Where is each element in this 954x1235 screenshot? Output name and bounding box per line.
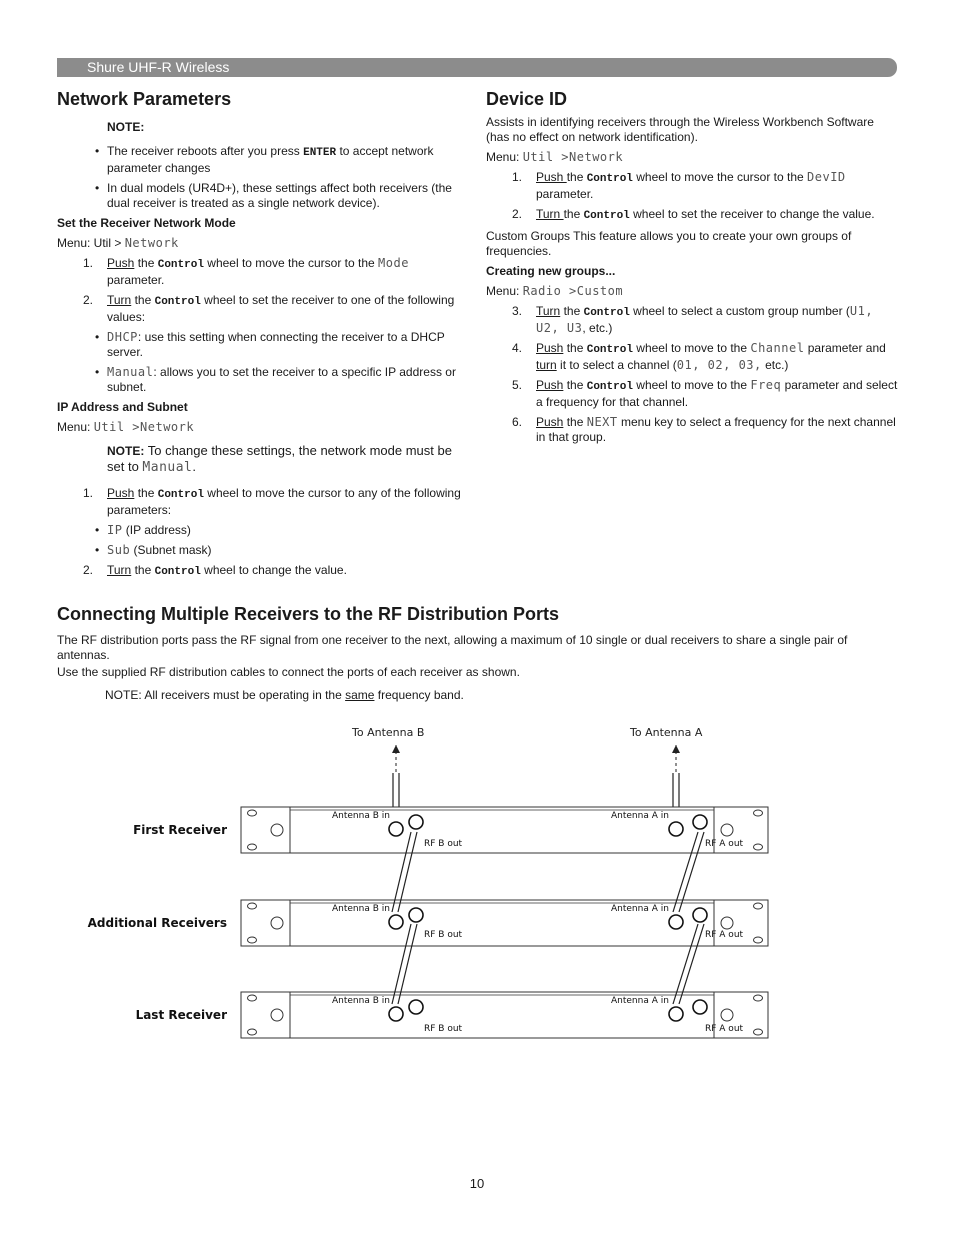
to-antenna-a-label: To Antenna A: [630, 726, 703, 739]
menu-label: Menu: Util >: [57, 236, 125, 250]
step-the: the: [134, 486, 158, 500]
menu-path-4: [486, 284, 898, 299]
control-wheel-label: Control: [586, 381, 633, 393]
step-3: [83, 486, 467, 518]
manual-bullet: [107, 365, 467, 395]
note-b2-text: In dual models (UR4D+), these settings affect: [107, 181, 353, 195]
rf-b-out-connector: [409, 815, 423, 829]
step-text: wheel to move the cursor to any of the following parameters:: [107, 486, 461, 517]
rf-a-out-connector: [693, 1000, 707, 1014]
ip-text: (IP address): [122, 523, 191, 537]
page-number: 10: [469, 1176, 485, 1191]
antenna-b-in-label: Antenna B in: [332, 904, 390, 914]
menu-value: Radio >Custom: [522, 284, 624, 298]
antenna-b-in-connector: [389, 915, 403, 929]
rf-b-out-label: RF B out: [424, 839, 463, 849]
note-2: [107, 443, 467, 476]
step-text: wheel to select a custom group number (: [629, 304, 850, 318]
step-end: etc.): [761, 358, 789, 372]
menu-label: Menu:: [486, 284, 523, 298]
step-the: the: [131, 563, 155, 577]
step-1: [83, 256, 467, 288]
device-id-section: [486, 88, 898, 450]
step-text-2: it to select a channel (: [556, 358, 677, 372]
control-wheel-label: Control: [586, 173, 633, 185]
step-verb: Push: [107, 486, 135, 500]
antenna-a-in-label: Antenna A in: [611, 996, 669, 1006]
step-the: the: [131, 293, 155, 307]
step-number: 1.: [83, 256, 94, 270]
rf-note-end: frequency band.: [374, 688, 464, 702]
antenna-a-in-connector: [669, 822, 683, 836]
step-number: 2.: [512, 207, 523, 221]
menu-path-1: [57, 236, 467, 251]
note-b2-end: receivers (the dual receiver is treated as a single network device).: [107, 181, 452, 210]
step-text: wheel to set the receiver to one of the following values:: [107, 293, 455, 324]
note-2-value: Manual: [142, 460, 193, 475]
note-b2-emphasis: both: [352, 181, 376, 195]
control-wheel-label: Control: [157, 489, 204, 501]
control-wheel-label: Control: [583, 210, 630, 222]
note-2-text: To change these settings, the network mode must be set to: [107, 443, 452, 474]
step-text: wheel to move the cursor to the: [632, 170, 808, 184]
note-label: NOTE:: [107, 120, 145, 134]
dhcp-text: : use this setting when connecting the receiver to a DHCP server.: [107, 330, 445, 359]
step-mid: parameter and: [804, 341, 886, 355]
group-step-5: [512, 378, 898, 410]
step-the: the: [563, 341, 587, 355]
step-number: 1.: [512, 170, 523, 184]
menu-label: Menu:: [57, 420, 94, 434]
step-number: 2.: [83, 293, 94, 307]
step-the: the: [563, 415, 587, 429]
step-number: 5.: [512, 378, 523, 392]
step-number: 4.: [512, 341, 523, 355]
step-number: 1.: [83, 486, 94, 500]
step-end: , etc.): [582, 321, 613, 335]
antenna-b-in-connector: [389, 822, 403, 836]
step-verb: Turn: [107, 293, 132, 307]
step-turn: turn: [536, 358, 557, 372]
rf-a-out-connector: [693, 908, 707, 922]
antenna-b-in-label: Antenna B in: [332, 996, 390, 1006]
rf-b-out-label: RF B out: [424, 930, 463, 940]
step-verb: Push: [536, 170, 567, 184]
antenna-a-in-connector: [669, 915, 683, 929]
device-step-2: [512, 207, 898, 224]
sub-key: Sub: [107, 543, 131, 557]
control-wheel-label: Control: [154, 296, 201, 308]
sub-text: (Subnet mask): [130, 543, 212, 557]
menu-value: Util >Network: [93, 420, 195, 434]
receiver-unit: [241, 900, 768, 946]
set-mode-heading: Set the Receiver Network Mode: [57, 216, 236, 230]
dhcp-bullet: [107, 330, 467, 360]
step-verb: Push: [536, 415, 564, 429]
rf-b-out-label: RF B out: [424, 1024, 463, 1034]
ip-subnet-heading: IP Address and Subnet: [57, 400, 188, 414]
rf-b-out-connector: [409, 908, 423, 922]
step-the: the: [566, 170, 587, 184]
receiver-label: First Receiver: [133, 823, 227, 837]
step-the: the: [134, 256, 158, 270]
network-parameters-section: [57, 88, 467, 585]
step-number: 2.: [83, 563, 94, 577]
note-2-end: .: [192, 459, 197, 474]
rf-note-text: NOTE: All receivers must be operating in the: [105, 688, 346, 702]
step-number: 6.: [512, 415, 523, 429]
group-step-3: [512, 304, 898, 336]
step-number: 3.: [512, 304, 523, 318]
rf-a-out-connector: [693, 815, 707, 829]
rf-note-emphasis: same: [345, 688, 375, 702]
group-step-6: [512, 415, 898, 445]
step-verb: Turn: [536, 207, 564, 221]
note-b1-end: to accept network parameter changes: [107, 144, 434, 175]
step-verb: Push: [536, 378, 564, 392]
ip-bullet: [107, 523, 467, 538]
menu-path-2: [57, 420, 467, 435]
mode-param: Mode: [378, 256, 409, 270]
control-wheel-label: Control: [157, 259, 204, 271]
rf-distribution-title: Connecting Multiple Receivers to the RF Distribution Ports: [57, 604, 560, 624]
rack-ear-left: [241, 807, 291, 853]
antenna-a-in-label: Antenna A in: [611, 811, 669, 821]
enter-key: ENTER: [303, 147, 337, 159]
rf-para-1: The RF distribution ports pass the RF signal from one receiver to the next, allowing a maximum of 10 single or dual receivers to share a single pair of antennas.: [57, 633, 848, 662]
control-wheel-label: Control: [583, 307, 630, 319]
rf-note: [105, 688, 897, 703]
device-step-1: [512, 170, 898, 202]
step-2: [83, 293, 467, 325]
rf-distribution-section: [57, 603, 897, 703]
step-text: wheel to set the receiver to change the value.: [629, 207, 875, 221]
header-bar: [57, 58, 897, 77]
step-the: the: [560, 304, 584, 318]
device-id-title: Device ID: [486, 89, 568, 109]
step-end: parameter.: [536, 187, 594, 201]
note-bullet-2: [107, 181, 467, 211]
antenna-a-in-connector: [669, 1007, 683, 1021]
control-wheel-label: Control: [586, 344, 633, 356]
step-verb: Turn: [107, 563, 132, 577]
step-verb: Push: [536, 341, 564, 355]
control-wheel-label: Control: [154, 566, 201, 578]
to-antenna-b-label: To Antenna B: [352, 726, 425, 739]
network-parameters-title: Network Parameters: [57, 89, 232, 109]
step-the: the: [563, 207, 584, 221]
rf-a-out-label: RF A out: [705, 1024, 744, 1034]
rack-ear-left: [241, 992, 291, 1038]
manual-text: : allows you to set the receiver to a specific IP address or subnet.: [107, 365, 456, 394]
step-end: parameter and select a frequency for that channel.: [536, 378, 898, 409]
menu-label: Menu:: [486, 150, 523, 164]
step-text: wheel to move to the: [632, 378, 751, 392]
sub-bullet: [107, 543, 467, 558]
step-end: parameter.: [107, 273, 165, 287]
receiver-label: Last Receiver: [135, 1008, 227, 1022]
step-text: wheel to move the cursor to the: [203, 256, 379, 270]
devid-param: DevID: [807, 170, 846, 184]
rf-distribution-diagram: [0, 715, 954, 1055]
device-id-intro: Assists in identifying receivers through the Wireless Workbench Software (has no effect on network identification).: [486, 115, 874, 144]
rf-b-out-connector: [409, 1000, 423, 1014]
antenna-b-in-label: Antenna B in: [332, 811, 390, 821]
note-2-label: NOTE:: [107, 444, 145, 458]
rack-ear-left: [241, 900, 291, 946]
dhcp-key: DHCP: [107, 330, 138, 344]
menu-value: Network: [124, 236, 179, 250]
channel-param: Channel: [750, 341, 805, 355]
group-step-4: [512, 341, 898, 373]
step-verb: Turn: [536, 304, 561, 318]
antenna-a-in-label: Antenna A in: [611, 904, 669, 914]
step-the: the: [563, 378, 587, 392]
rf-a-out-label: RF A out: [705, 930, 744, 940]
custom-groups-text: Custom Groups This feature allows you to create your own groups of frequencies.: [486, 229, 852, 258]
menu-path-3: [486, 150, 898, 165]
ip-key: IP: [107, 523, 123, 537]
menu-value: Util >Network: [522, 150, 624, 164]
manual-key: Manual: [107, 365, 154, 379]
step-text: wheel to change the value.: [200, 563, 347, 577]
step-text: wheel to move to the: [632, 341, 751, 355]
antenna-b-in-connector: [389, 1007, 403, 1021]
channel-values: 01, 02, 03,: [676, 358, 762, 372]
receiver-label: Additional Receivers: [87, 916, 227, 930]
note-b1-text: The receiver reboots after you press: [107, 144, 304, 158]
step-4: [83, 563, 467, 580]
receiver-unit: [241, 807, 768, 853]
next-key: NEXT: [586, 415, 618, 429]
rf-a-out-label: RF A out: [705, 839, 744, 849]
group-values: U1, U2, U3: [536, 304, 874, 335]
step-verb: Push: [107, 256, 135, 270]
header-product-name: Shure UHF-R Wireless: [87, 59, 230, 75]
freq-param: Freq: [750, 378, 782, 392]
step-end: menu key to select a frequency for the next channel in that group.: [536, 415, 896, 444]
note-bullet-1: [107, 144, 467, 176]
receiver-unit: [241, 992, 768, 1038]
creating-groups-heading: Creating new groups...: [486, 264, 616, 278]
rf-para-2: Use the supplied RF distribution cables to connect the ports of each receiver as shown.: [57, 665, 520, 679]
